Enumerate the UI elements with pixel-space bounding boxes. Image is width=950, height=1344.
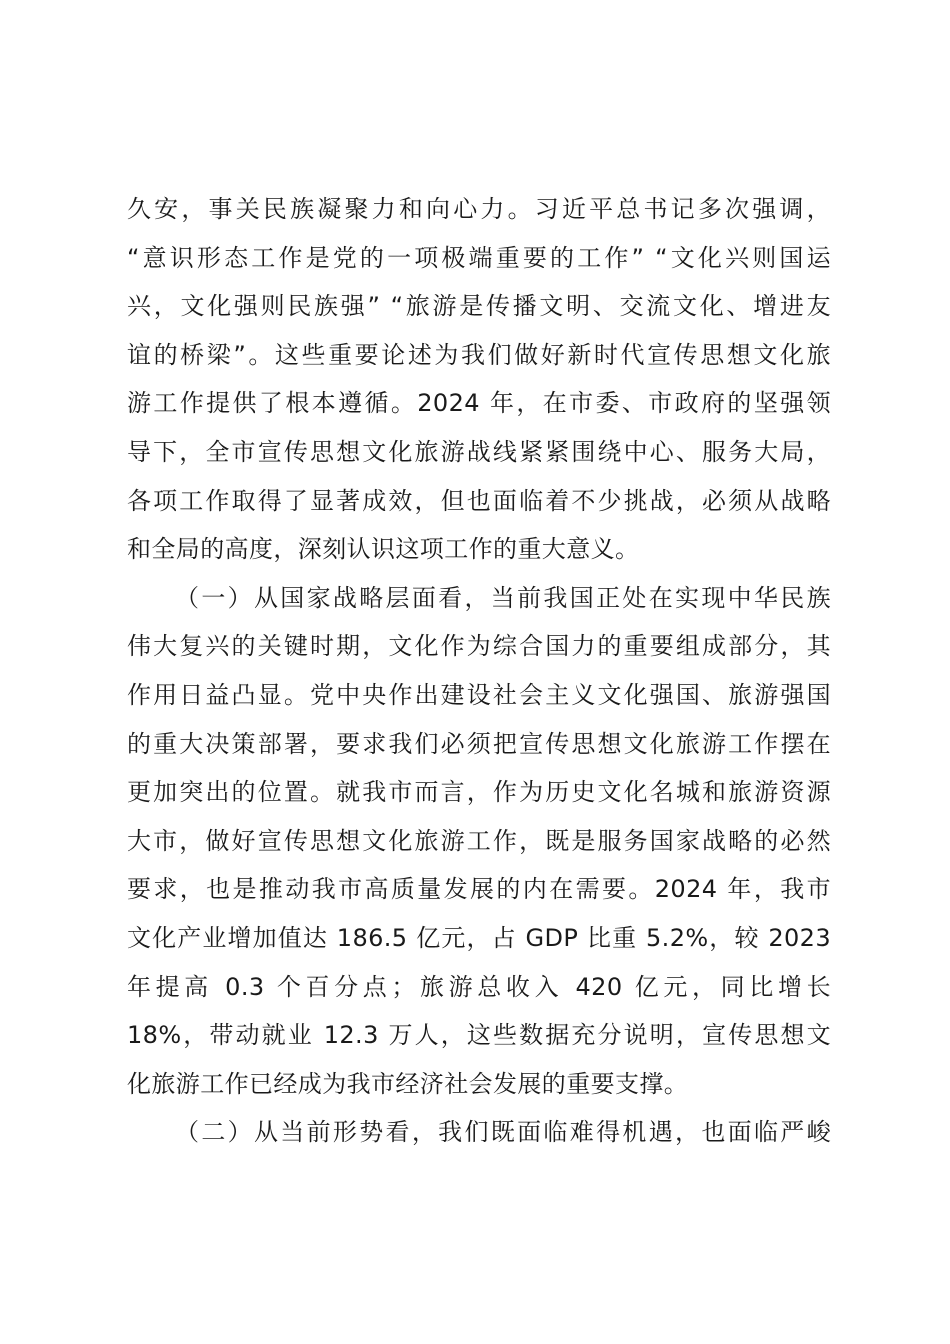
text-line: 化旅游工作已经成为我市经济社会发展的重要支撑。: [127, 1069, 689, 1098]
text-line: 大市，做好宣传思想文化旅游工作，既是服务国家战略的必然: [127, 826, 831, 855]
text-line: 的重大决策部署，要求我们必须把宣传思想文化旅游工作摆在: [127, 729, 831, 758]
text-line: （一）从国家战略层面看，当前我国正处在实现中华民族: [175, 583, 831, 612]
text-line: 兴，文化强则民族强” “旅游是传播文明、交流文化、增进友: [127, 292, 831, 321]
text-line: 18%，带动就业 12.3 万人，这些数据充分说明，宣传思想文: [127, 1021, 831, 1050]
text-line: 文化产业增加值达 186.5 亿元，占 GDP 比重 5.2%，较 2023: [127, 923, 831, 952]
text-line: 游工作提供了根本遵循。2024 年，在市委、市政府的坚强领: [127, 389, 831, 418]
text-line: 谊的桥梁”。这些重要论述为我们做好新时代宣传思想文化旅: [127, 340, 831, 369]
text-line: 各项工作取得了显著成效，但也面临着不少挑战，必须从战略: [127, 486, 831, 515]
text-line: 和全局的高度，深刻认识这项工作的重大意义。: [127, 535, 640, 564]
text-line: 要求，也是推动我市高质量发展的内在需要。2024 年，我市: [127, 875, 831, 904]
text-line: 久安，事关民族凝聚力和向心力。习近平总书记多次强调，: [127, 195, 831, 223]
text-line: 更加突出的位置。就我市而言，作为历史文化名城和旅游资源: [127, 778, 831, 807]
text-line: （二）从当前形势看，我们既面临难得机遇，也面临严峻: [175, 1118, 831, 1147]
text-line: 伟大复兴的关键时期，文化作为综合国力的重要组成部分，其: [127, 632, 831, 661]
document-body: [127, 185, 831, 1157]
text-line: 年提高 0.3 个百分点；旅游总收入 420 亿元，同比增长: [127, 972, 831, 1001]
text-line: 导下，全市宣传思想文化旅游战线紧紧围绕中心、服务大局，: [127, 437, 831, 466]
text-line: 作用日益凸显。党中央作出建设社会主义文化强国、旅游强国: [127, 680, 831, 709]
text-line: “意识形态工作是党的一项极端重要的工作” “文化兴则国运: [127, 243, 831, 272]
